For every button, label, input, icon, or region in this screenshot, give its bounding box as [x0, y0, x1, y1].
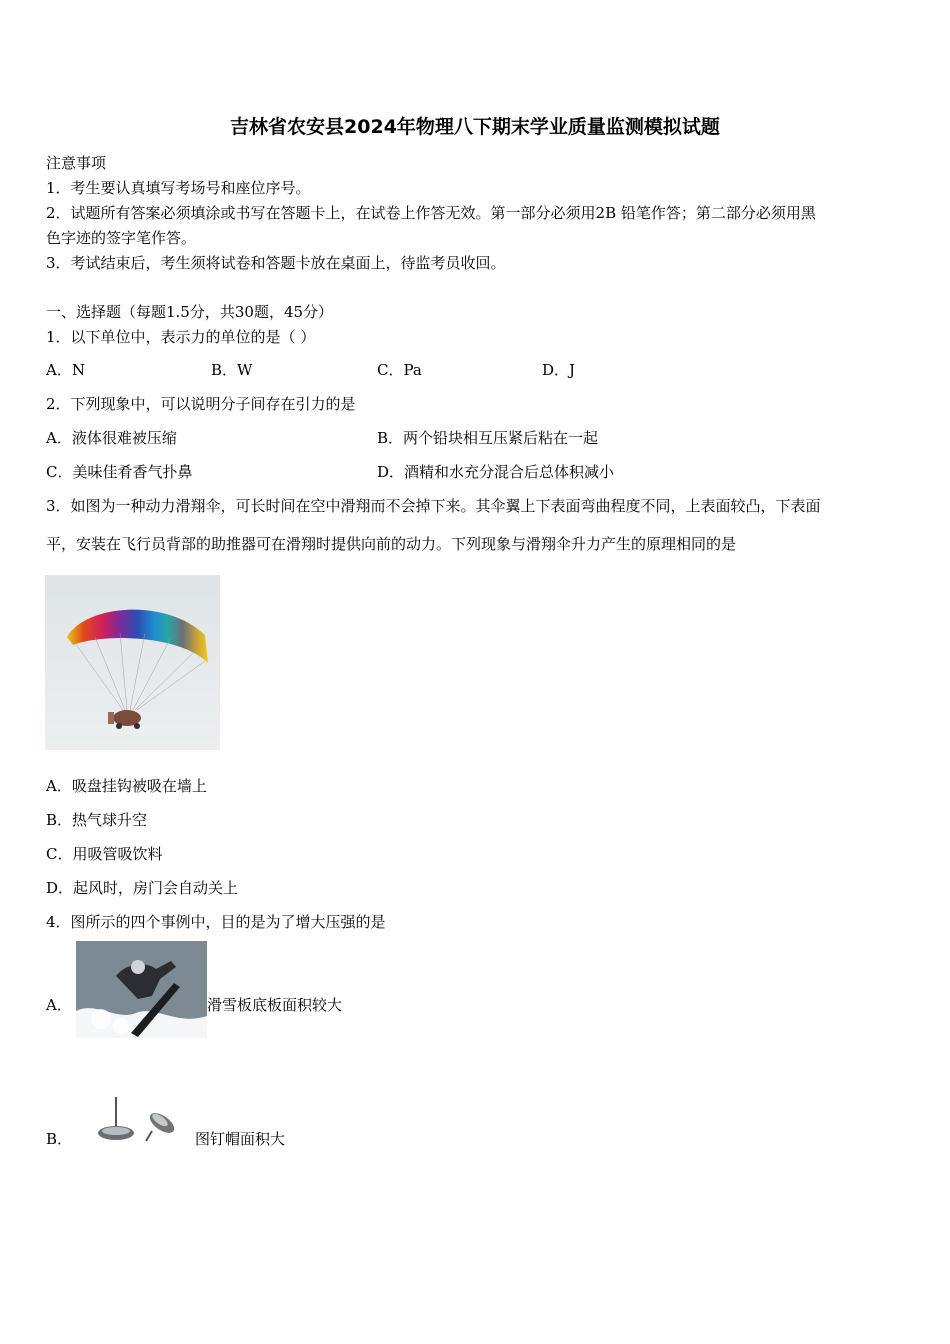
q3-option-c: C．用吸管吸饮料 [46, 845, 163, 863]
paraglider-icon [45, 575, 220, 750]
q1-option-a: A．N [46, 361, 85, 379]
notice-heading: 注意事项 [46, 154, 107, 172]
snowboard-figure [76, 941, 207, 1038]
section-heading: 一、选择题（每题1.5分，共30题，45分） [46, 303, 334, 321]
q2-option-a: A．液体很难被压缩 [46, 429, 177, 447]
q1-option-d: D．J [542, 361, 576, 379]
q1-option-c: C．Pa [377, 361, 422, 379]
q2-stem: 2．下列现象中，可以说明分子间存在引力的是 [46, 395, 356, 413]
q1-option-b: B．W [211, 361, 253, 379]
notice-item-1: 1．考生要认真填写考场号和座位序号。 [46, 179, 311, 197]
notice-item-2-cont: 色字迹的签字笔作答。 [46, 229, 197, 247]
thumbtack-figure [92, 1093, 184, 1148]
q2-option-d: D．酒精和水充分混合后总体积减小 [377, 463, 615, 481]
page-title: 吉林省农安县2024年物理八下期末学业质量监测模拟试题 [230, 116, 720, 138]
q2-option-b: B．两个铅块相互压紧后粘在一起 [377, 429, 599, 447]
notice-item-3: 3．考试结束后，考生须将试卷和答题卡放在桌面上，待监考员收回。 [46, 254, 506, 272]
q3-option-b: B．热气球升空 [46, 811, 148, 829]
q3-option-d: D．起风时，房门会自动关上 [46, 879, 239, 897]
q4-stem: 4．图所示的四个事例中，目的是为了增大压强的是 [46, 913, 386, 931]
q4-option-b-letter: B． [46, 1130, 73, 1148]
q4-option-a-text: 滑雪板底板面积较大 [207, 996, 343, 1014]
snowboarder-icon [76, 941, 207, 1038]
q4-option-b-text: 图钉帽面积大 [195, 1130, 286, 1148]
q2-option-c: C．美味佳肴香气扑鼻 [46, 463, 193, 481]
q1-stem: 1．以下单位中，表示力的单位的是（ ） [46, 328, 316, 346]
thumbtack-icon [92, 1093, 184, 1148]
q3-option-a: A．吸盘挂钩被吸在墙上 [46, 777, 207, 795]
q4-option-a-letter: A． [46, 996, 72, 1014]
paraglider-figure [45, 575, 220, 750]
q3-stem-line1: 3．如图为一种动力滑翔伞，可长时间在空中滑翔而不会掉下来。其伞翼上下表面弯曲程度不同，上表面较凸，下表面 [46, 497, 821, 515]
q3-stem-line2: 平，安装在飞行员背部的助推器可在滑翔时提供向前的动力。下列现象与滑翔伞升力产生的原理相同的是 [46, 535, 737, 553]
notice-item-2: 2．试题所有答案必须填涂或书写在答题卡上，在试卷上作答无效。第一部分必须用2B 铅笔作答；第二部分必须用黑 [46, 204, 816, 222]
